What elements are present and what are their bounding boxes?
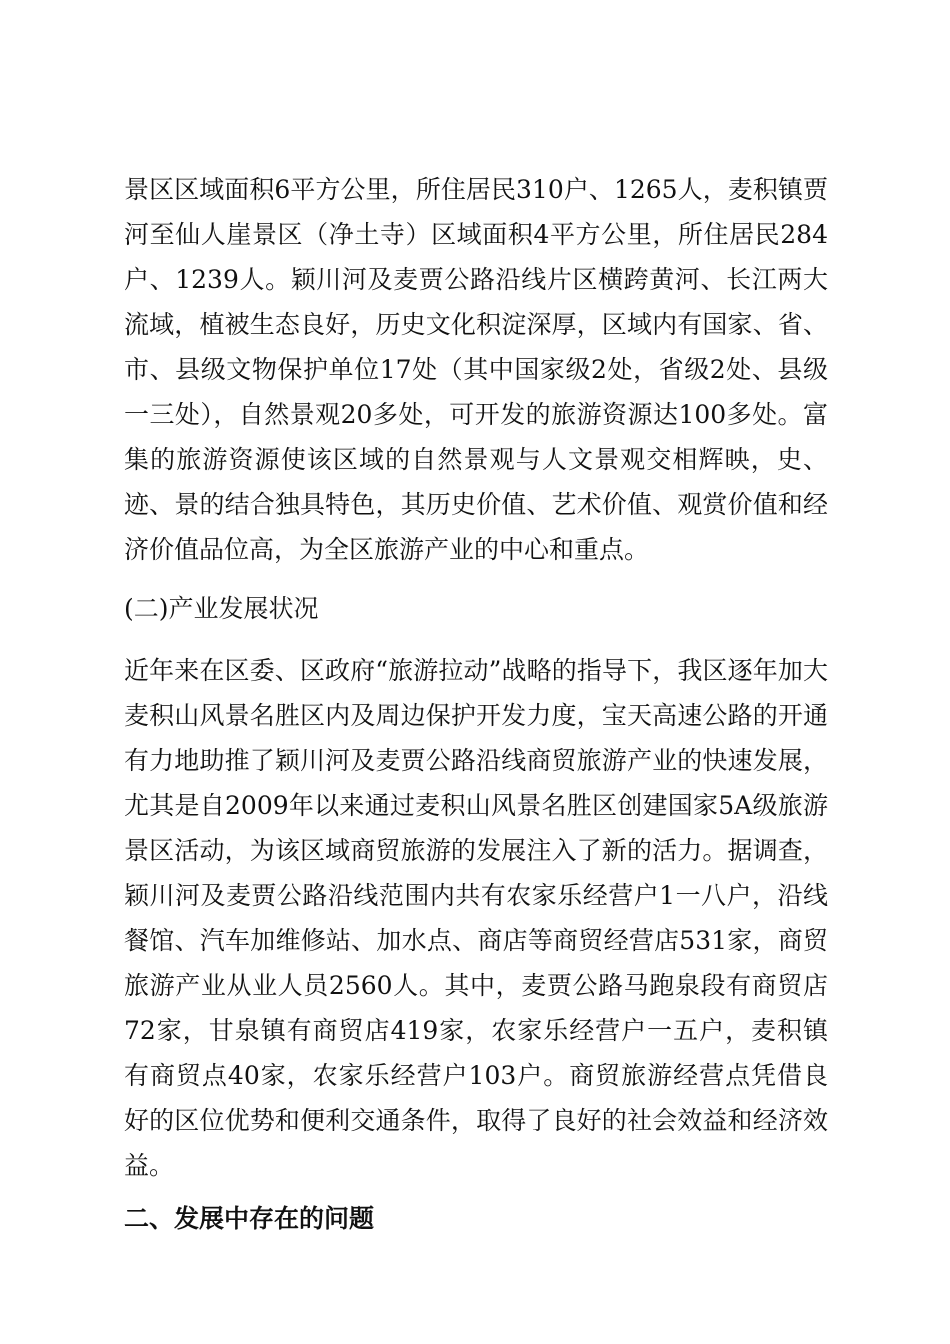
heading-existing-problems: 二、发展中存在的问题	[124, 1204, 375, 1233]
subheading-industry-status: (二)产业发展状况	[124, 594, 319, 623]
paragraph-industry-development: 近年来在区委、区政府“旅游拉动”战略的指导下，我区逐年加大麦积山风景名胜区内及周边保护开发力度，宝天高速公路的开通有力地助推了颖川河及麦贾公路沿线商贸旅游产业的快速发展，尤其是自2009年以来通过麦积山风景名胜区创建国家5A级旅游景区活动，为该区域商贸旅游的发展注入了新的活力。据调查，颖川河及麦贾公路沿线范围内共有农家乐经营户1一八户，沿线餐馆、汽车加维修站、加水点、商店等商贸经营店531家，商贸旅游产业从业人员2560人。其中，麦贾公路马跑泉段有商贸店72家，甘泉镇有商贸店419家，农家乐经营户一五户，麦积镇有商贸点40家，农家乐经营户103户。商贸旅游经营点凭借良好的区位优势和便利交通条件，取得了良好的社会效益和经济效益。	[124, 656, 828, 1180]
document-body	[124, 167, 828, 1241]
paragraph-scenic-area-overview: 景区区域面积6平方公里，所住居民310户、1265人，麦积镇贾河至仙人崖景区（净土寺）区域面积4平方公里，所住居民284户、1239人。颖川河及麦贾公路沿线片区横跨黄河、长江两大流域，植被生态良好，历史文化积淀深厚，区域内有国家、省、市、县级文物保护单位17处（其中国家级2处，省级2处、县级一三处），自然景观20多处，可开发的旅游资源达100多处。富集的旅游资源使该区域的自然景观与人文景观交相辉映，史、迹、景的结合独具特色，其历史价值、艺术价值、观赏价值和经济价值品位高，为全区旅游产业的中心和重点。	[124, 175, 828, 564]
